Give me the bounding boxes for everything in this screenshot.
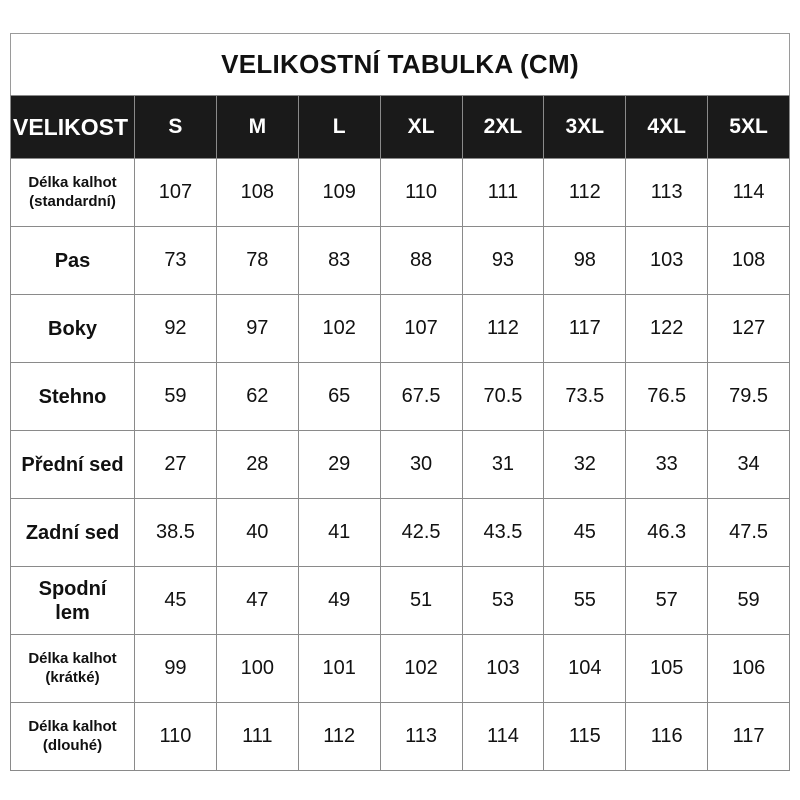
value-cell: 40: [216, 499, 298, 567]
value-cell: 88: [380, 227, 462, 295]
row-label-line1: Boky: [48, 317, 97, 340]
value-cell: 45: [544, 499, 626, 567]
value-cell: 34: [708, 431, 790, 499]
value-cell: 117: [544, 295, 626, 363]
value-cell: 51: [380, 567, 462, 635]
value-cell: 47.5: [708, 499, 790, 567]
value-cell: 113: [626, 159, 708, 227]
value-cell: 97: [216, 295, 298, 363]
value-cell: 113: [380, 703, 462, 771]
value-cell: 111: [216, 703, 298, 771]
value-cell: 108: [708, 227, 790, 295]
value-cell: 103: [462, 635, 544, 703]
size-table: [10, 95, 790, 771]
value-cell: 127: [708, 295, 790, 363]
value-cell: 42.5: [380, 499, 462, 567]
row-label: [11, 567, 135, 635]
page-title: VELIKOSTNÍ TABULKA (CM): [221, 48, 579, 79]
value-cell: 110: [380, 159, 462, 227]
row-label-line2: (dlouhé): [42, 736, 103, 754]
value-cell: 76.5: [626, 363, 708, 431]
row-label: [11, 703, 135, 771]
value-cell: 27: [135, 431, 217, 499]
value-cell: 28: [216, 431, 298, 499]
value-cell: 33: [626, 431, 708, 499]
value-cell: 55: [544, 567, 626, 635]
value-cell: 111: [462, 159, 544, 227]
row-label-line2: (krátké): [45, 668, 100, 686]
value-cell: 57: [626, 567, 708, 635]
table-row: [11, 431, 790, 499]
table-row: [11, 567, 790, 635]
row-label-line2: lem: [55, 601, 90, 624]
value-cell: 92: [135, 295, 217, 363]
table-row: [11, 295, 790, 363]
value-cell: 83: [298, 227, 380, 295]
value-cell: 122: [626, 295, 708, 363]
value-cell: 108: [216, 159, 298, 227]
table-row: [11, 227, 790, 295]
value-cell: 59: [135, 363, 217, 431]
value-cell: 106: [708, 635, 790, 703]
value-cell: 38.5: [135, 499, 217, 567]
size-header-cell: XL: [380, 96, 462, 159]
size-header-cell: M: [216, 96, 298, 159]
size-header: [11, 96, 790, 159]
value-cell: 47: [216, 567, 298, 635]
value-cell: 114: [708, 159, 790, 227]
size-header-cell: 2XL: [462, 96, 544, 159]
value-cell: 45: [135, 567, 217, 635]
row-label: [11, 363, 135, 431]
row-label: [11, 635, 135, 703]
value-cell: 59: [708, 567, 790, 635]
value-cell: 103: [626, 227, 708, 295]
row-label-line1: Stehno: [38, 385, 107, 408]
value-cell: 112: [462, 295, 544, 363]
value-cell: 102: [298, 295, 380, 363]
row-label-line1: Pas: [54, 249, 91, 272]
value-cell: 107: [135, 159, 217, 227]
value-cell: 53: [462, 567, 544, 635]
row-label-line1: Zadní sed: [25, 521, 120, 544]
value-cell: 107: [380, 295, 462, 363]
size-header-cell: 5XL: [708, 96, 790, 159]
value-cell: 70.5: [462, 363, 544, 431]
value-cell: 116: [626, 703, 708, 771]
value-cell: 29: [298, 431, 380, 499]
row-label-line1: Spodní: [38, 577, 107, 600]
value-cell: 62: [216, 363, 298, 431]
size-header-cell: L: [298, 96, 380, 159]
row-label: [11, 295, 135, 363]
row-label: [11, 431, 135, 499]
row-label-line1: Délka kalhot: [28, 717, 117, 735]
value-cell: 105: [626, 635, 708, 703]
value-cell: 110: [135, 703, 217, 771]
value-cell: 41: [298, 499, 380, 567]
corner-label: VELIKOST: [11, 96, 135, 159]
row-label-line2: (standardní): [29, 192, 116, 210]
table-row: [11, 703, 790, 771]
value-cell: 32: [544, 431, 626, 499]
value-cell: 112: [298, 703, 380, 771]
value-cell: 78: [216, 227, 298, 295]
value-cell: 117: [708, 703, 790, 771]
value-cell: 102: [380, 635, 462, 703]
value-cell: 73: [135, 227, 217, 295]
table-row: [11, 499, 790, 567]
value-cell: 112: [544, 159, 626, 227]
row-label-line1: Přední sed: [21, 453, 124, 476]
value-cell: 101: [298, 635, 380, 703]
value-cell: 31: [462, 431, 544, 499]
value-cell: 65: [298, 363, 380, 431]
table-row: [11, 159, 790, 227]
value-cell: 79.5: [708, 363, 790, 431]
size-header-cell: 4XL: [626, 96, 708, 159]
size-header-cell: S: [135, 96, 217, 159]
value-cell: 100: [216, 635, 298, 703]
value-cell: 49: [298, 567, 380, 635]
row-label: [11, 227, 135, 295]
value-cell: 43.5: [462, 499, 544, 567]
value-cell: 73.5: [544, 363, 626, 431]
row-label: [11, 159, 135, 227]
value-cell: 98: [544, 227, 626, 295]
row-label-line1: Délka kalhot: [28, 173, 117, 191]
row-label-line1: Délka kalhot: [28, 649, 117, 667]
value-cell: 109: [298, 159, 380, 227]
value-cell: 30: [380, 431, 462, 499]
value-cell: 115: [544, 703, 626, 771]
table-row: [11, 635, 790, 703]
table-row: [11, 363, 790, 431]
size-header-cell: 3XL: [544, 96, 626, 159]
value-cell: 67.5: [380, 363, 462, 431]
value-cell: 114: [462, 703, 544, 771]
row-label: [11, 499, 135, 567]
value-cell: 46.3: [626, 499, 708, 567]
value-cell: 104: [544, 635, 626, 703]
size-header-row: [11, 96, 790, 159]
value-cell: 93: [462, 227, 544, 295]
value-cell: 99: [135, 635, 217, 703]
size-table-body: [11, 159, 790, 771]
